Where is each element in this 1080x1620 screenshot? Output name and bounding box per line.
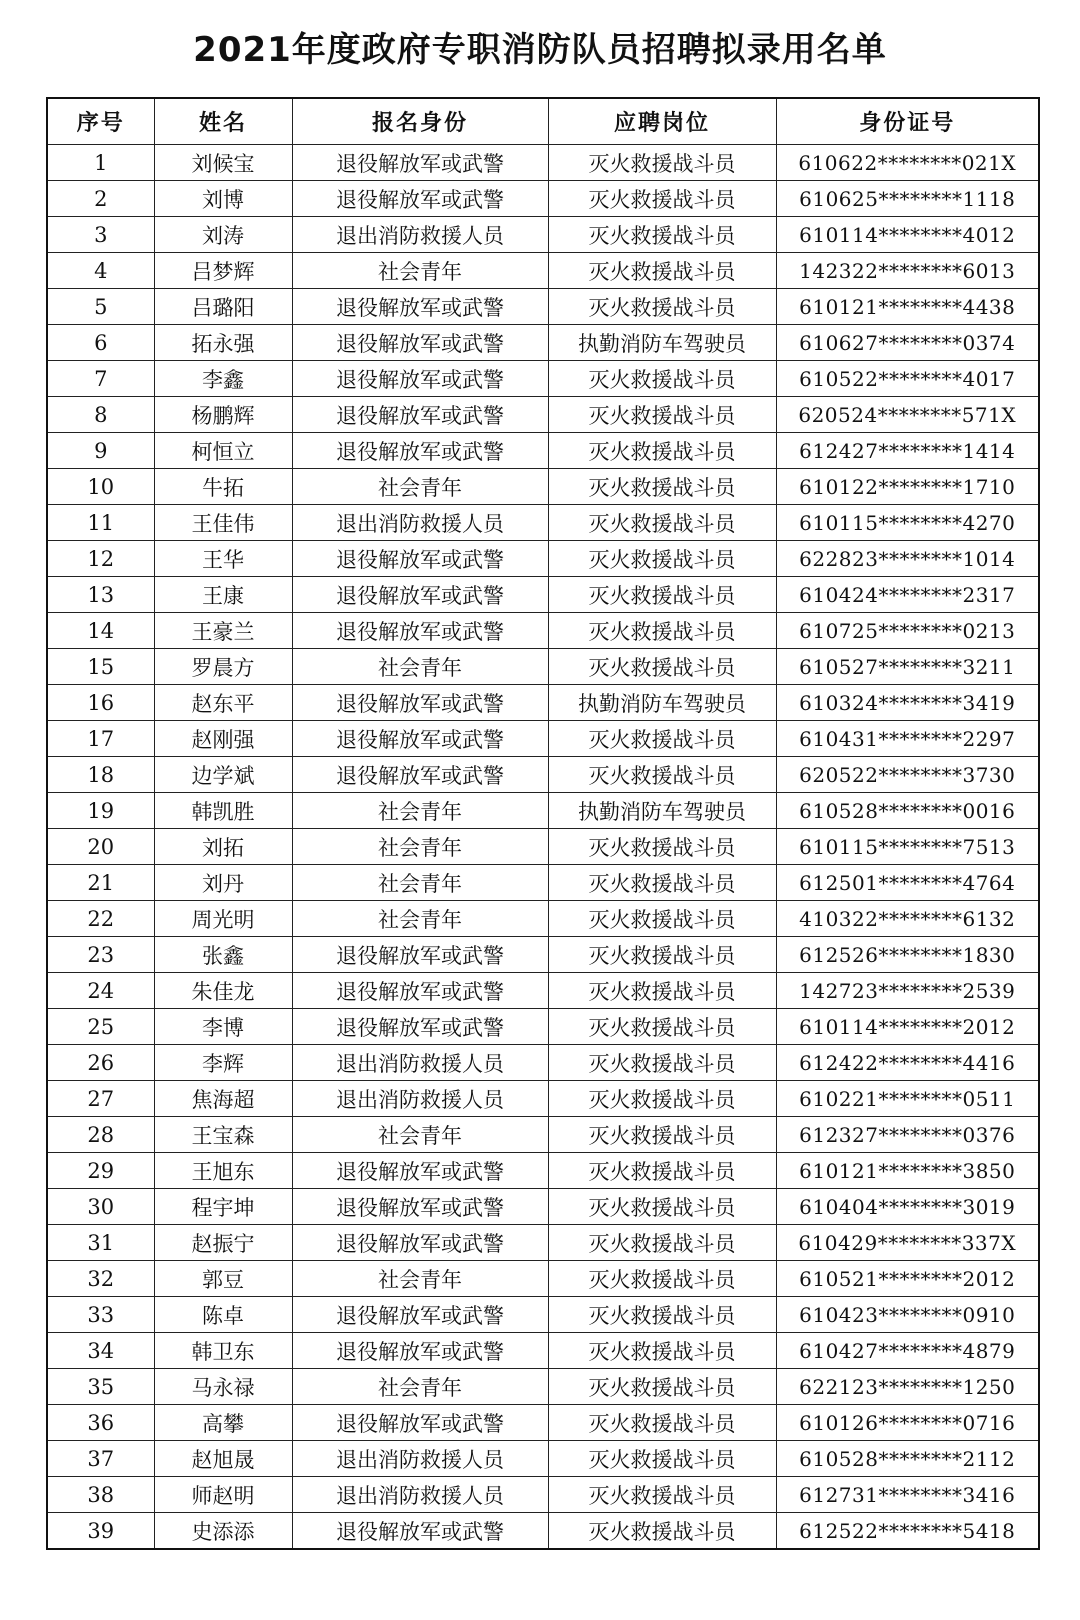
cell-id-number: 610522********4017: [776, 361, 1039, 397]
table-row: [47, 397, 1039, 433]
cell-name: 李鑫: [154, 361, 292, 397]
cell-name: 韩卫东: [154, 1333, 292, 1369]
cell-applicant-identity: 退役解放军或武警: [292, 361, 548, 397]
cell-name: 周光明: [154, 901, 292, 937]
cell-name: 王宝森: [154, 1117, 292, 1153]
cell-serial-number: 34: [47, 1333, 154, 1369]
cell-serial-number: 22: [47, 901, 154, 937]
cell-name: 吕璐阳: [154, 289, 292, 325]
cell-applicant-identity: 退役解放军或武警: [292, 1333, 548, 1369]
cell-name: 张鑫: [154, 937, 292, 973]
cell-position: 灭火救援战斗员: [548, 289, 776, 325]
cell-id-number: 622123********1250: [776, 1369, 1039, 1405]
cell-applicant-identity: 退役解放军或武警: [292, 757, 548, 793]
cell-applicant-identity: 退役解放军或武警: [292, 1225, 548, 1261]
cell-serial-number: 38: [47, 1477, 154, 1513]
cell-id-number: 610528********2112: [776, 1441, 1039, 1477]
cell-serial-number: 20: [47, 829, 154, 865]
cell-position: 灭火救援战斗员: [548, 721, 776, 757]
cell-position: 灭火救援战斗员: [548, 1513, 776, 1550]
table-row: [47, 865, 1039, 901]
cell-id-number: 612501********4764: [776, 865, 1039, 901]
cell-applicant-identity: 退出消防救援人员: [292, 1477, 548, 1513]
cell-id-number: 612522********5418: [776, 1513, 1039, 1550]
cell-applicant-identity: 退役解放军或武警: [292, 973, 548, 1009]
cell-serial-number: 26: [47, 1045, 154, 1081]
cell-serial-number: 15: [47, 649, 154, 685]
cell-position: 灭火救援战斗员: [548, 1441, 776, 1477]
cell-position: 执勤消防车驾驶员: [548, 793, 776, 829]
cell-name: 杨鹏辉: [154, 397, 292, 433]
cell-applicant-identity: 退役解放军或武警: [292, 1153, 548, 1189]
table-row: [47, 1261, 1039, 1297]
cell-position: 执勤消防车驾驶员: [548, 685, 776, 721]
cell-name: 郭豆: [154, 1261, 292, 1297]
cell-id-number: 610427********4879: [776, 1333, 1039, 1369]
cell-applicant-identity: 退役解放军或武警: [292, 325, 548, 361]
cell-serial-number: 1: [47, 145, 154, 181]
cell-name: 刘涛: [154, 217, 292, 253]
table-row: [47, 721, 1039, 757]
cell-serial-number: 25: [47, 1009, 154, 1045]
cell-name: 罗晨方: [154, 649, 292, 685]
cell-id-number: 610423********0910: [776, 1297, 1039, 1333]
cell-serial-number: 31: [47, 1225, 154, 1261]
table-row: [47, 757, 1039, 793]
table-row: [47, 1369, 1039, 1405]
cell-applicant-identity: 退役解放军或武警: [292, 685, 548, 721]
cell-name: 程宇坤: [154, 1189, 292, 1225]
cell-position: 灭火救援战斗员: [548, 253, 776, 289]
cell-name: 王华: [154, 541, 292, 577]
table-row: [47, 541, 1039, 577]
cell-id-number: 610221********0511: [776, 1081, 1039, 1117]
table-body: [47, 145, 1039, 1550]
cell-serial-number: 13: [47, 577, 154, 613]
cell-serial-number: 28: [47, 1117, 154, 1153]
cell-position: 灭火救援战斗员: [548, 1405, 776, 1441]
cell-applicant-identity: 退役解放军或武警: [292, 541, 548, 577]
cell-applicant-identity: 退役解放军或武警: [292, 145, 548, 181]
cell-serial-number: 32: [47, 1261, 154, 1297]
cell-position: 灭火救援战斗员: [548, 1261, 776, 1297]
cell-serial-number: 35: [47, 1369, 154, 1405]
cell-name: 马永禄: [154, 1369, 292, 1405]
table-row: [47, 505, 1039, 541]
cell-applicant-identity: 退役解放军或武警: [292, 937, 548, 973]
cell-serial-number: 18: [47, 757, 154, 793]
cell-serial-number: 10: [47, 469, 154, 505]
cell-position: 灭火救援战斗员: [548, 505, 776, 541]
cell-applicant-identity: 退役解放军或武警: [292, 181, 548, 217]
cell-position: 灭火救援战斗员: [548, 181, 776, 217]
cell-applicant-identity: 退役解放军或武警: [292, 397, 548, 433]
header-id-number: 身份证号: [776, 98, 1039, 145]
cell-name: 赵东平: [154, 685, 292, 721]
cell-id-number: 142723********2539: [776, 973, 1039, 1009]
cell-serial-number: 5: [47, 289, 154, 325]
cell-serial-number: 19: [47, 793, 154, 829]
cell-id-number: 610324********3419: [776, 685, 1039, 721]
cell-name: 韩凯胜: [154, 793, 292, 829]
table-row: [47, 1009, 1039, 1045]
cell-name: 刘候宝: [154, 145, 292, 181]
header-serial-number: 序号: [47, 98, 154, 145]
cell-position: 灭火救援战斗员: [548, 1297, 776, 1333]
cell-applicant-identity: 退役解放军或武警: [292, 433, 548, 469]
cell-position: 灭火救援战斗员: [548, 1477, 776, 1513]
cell-serial-number: 9: [47, 433, 154, 469]
table-row: [47, 361, 1039, 397]
cell-id-number: 142322********6013: [776, 253, 1039, 289]
cell-id-number: 610424********2317: [776, 577, 1039, 613]
cell-serial-number: 11: [47, 505, 154, 541]
cell-name: 焦海超: [154, 1081, 292, 1117]
cell-serial-number: 30: [47, 1189, 154, 1225]
cell-id-number: 610521********2012: [776, 1261, 1039, 1297]
cell-id-number: 610429********337X: [776, 1225, 1039, 1261]
cell-applicant-identity: 退役解放军或武警: [292, 721, 548, 757]
cell-serial-number: 21: [47, 865, 154, 901]
cell-id-number: 620522********3730: [776, 757, 1039, 793]
cell-id-number: 610404********3019: [776, 1189, 1039, 1225]
cell-position: 灭火救援战斗员: [548, 469, 776, 505]
table-row: [47, 685, 1039, 721]
header-position: 应聘岗位: [548, 98, 776, 145]
cell-id-number: 612427********1414: [776, 433, 1039, 469]
table-row: [47, 1477, 1039, 1513]
cell-position: 灭火救援战斗员: [548, 217, 776, 253]
cell-applicant-identity: 退出消防救援人员: [292, 217, 548, 253]
table-row: [47, 613, 1039, 649]
table-row: [47, 1225, 1039, 1261]
cell-name: 柯恒立: [154, 433, 292, 469]
table-row: [47, 289, 1039, 325]
cell-serial-number: 36: [47, 1405, 154, 1441]
table-row: [47, 1513, 1039, 1550]
cell-serial-number: 3: [47, 217, 154, 253]
cell-id-number: 610121********4438: [776, 289, 1039, 325]
cell-serial-number: 37: [47, 1441, 154, 1477]
cell-name: 牛拓: [154, 469, 292, 505]
cell-position: 灭火救援战斗员: [548, 145, 776, 181]
cell-applicant-identity: 退役解放军或武警: [292, 289, 548, 325]
cell-applicant-identity: 社会青年: [292, 469, 548, 505]
cell-id-number: 610627********0374: [776, 325, 1039, 361]
cell-id-number: 612327********0376: [776, 1117, 1039, 1153]
cell-applicant-identity: 社会青年: [292, 1117, 548, 1153]
cell-applicant-identity: 退役解放军或武警: [292, 577, 548, 613]
cell-position: 灭火救援战斗员: [548, 901, 776, 937]
cell-applicant-identity: 社会青年: [292, 649, 548, 685]
cell-name: 师赵明: [154, 1477, 292, 1513]
cell-position: 灭火救援战斗员: [548, 613, 776, 649]
table-row: [47, 1153, 1039, 1189]
cell-applicant-identity: 社会青年: [292, 1369, 548, 1405]
cell-position: 灭火救援战斗员: [548, 649, 776, 685]
cell-id-number: 620524********571X: [776, 397, 1039, 433]
cell-position: 灭火救援战斗员: [548, 1369, 776, 1405]
cell-position: 灭火救援战斗员: [548, 1333, 776, 1369]
cell-name: 吕梦辉: [154, 253, 292, 289]
header-name: 姓名: [154, 98, 292, 145]
cell-serial-number: 14: [47, 613, 154, 649]
cell-applicant-identity: 退出消防救援人员: [292, 1441, 548, 1477]
cell-position: 灭火救援战斗员: [548, 397, 776, 433]
cell-name: 边学斌: [154, 757, 292, 793]
cell-name: 拓永强: [154, 325, 292, 361]
cell-applicant-identity: 退出消防救援人员: [292, 1081, 548, 1117]
cell-serial-number: 16: [47, 685, 154, 721]
table-row: [47, 469, 1039, 505]
cell-name: 刘拓: [154, 829, 292, 865]
cell-position: 灭火救援战斗员: [548, 1117, 776, 1153]
table-row: [47, 253, 1039, 289]
cell-applicant-identity: 退役解放军或武警: [292, 1009, 548, 1045]
table-row: [47, 1117, 1039, 1153]
cell-name: 赵刚强: [154, 721, 292, 757]
cell-id-number: 612731********3416: [776, 1477, 1039, 1513]
cell-serial-number: 4: [47, 253, 154, 289]
cell-id-number: 410322********6132: [776, 901, 1039, 937]
cell-serial-number: 39: [47, 1513, 154, 1550]
cell-position: 灭火救援战斗员: [548, 1225, 776, 1261]
cell-name: 李辉: [154, 1045, 292, 1081]
table-row: [47, 1189, 1039, 1225]
cell-id-number: 610725********0213: [776, 613, 1039, 649]
table-row: [47, 181, 1039, 217]
table-row: [47, 901, 1039, 937]
cell-position: 灭火救援战斗员: [548, 1189, 776, 1225]
cell-serial-number: 2: [47, 181, 154, 217]
cell-name: 王豪兰: [154, 613, 292, 649]
cell-position: 灭火救援战斗员: [548, 1009, 776, 1045]
cell-name: 王康: [154, 577, 292, 613]
cell-serial-number: 7: [47, 361, 154, 397]
table-row: [47, 145, 1039, 181]
cell-position: 灭火救援战斗员: [548, 577, 776, 613]
cell-id-number: 622823********1014: [776, 541, 1039, 577]
cell-id-number: 610527********3211: [776, 649, 1039, 685]
cell-applicant-identity: 社会青年: [292, 865, 548, 901]
table-row: [47, 217, 1039, 253]
cell-serial-number: 17: [47, 721, 154, 757]
cell-position: 灭火救援战斗员: [548, 973, 776, 1009]
cell-position: 灭火救援战斗员: [548, 433, 776, 469]
cell-serial-number: 24: [47, 973, 154, 1009]
table-row: [47, 973, 1039, 1009]
cell-applicant-identity: 退出消防救援人员: [292, 505, 548, 541]
cell-name: 李博: [154, 1009, 292, 1045]
cell-serial-number: 12: [47, 541, 154, 577]
cell-position: 灭火救援战斗员: [548, 1081, 776, 1117]
cell-name: 史添添: [154, 1513, 292, 1550]
table-row: [47, 1081, 1039, 1117]
cell-id-number: 612422********4416: [776, 1045, 1039, 1081]
cell-serial-number: 8: [47, 397, 154, 433]
cell-applicant-identity: 退役解放军或武警: [292, 1405, 548, 1441]
cell-id-number: 612526********1830: [776, 937, 1039, 973]
cell-name: 赵振宁: [154, 1225, 292, 1261]
table-header-row: [47, 98, 1039, 145]
cell-serial-number: 23: [47, 937, 154, 973]
cell-applicant-identity: 退役解放军或武警: [292, 613, 548, 649]
cell-serial-number: 29: [47, 1153, 154, 1189]
table-row: [47, 1405, 1039, 1441]
table-row: [47, 1333, 1039, 1369]
cell-position: 灭火救援战斗员: [548, 757, 776, 793]
cell-id-number: 610528********0016: [776, 793, 1039, 829]
cell-applicant-identity: 社会青年: [292, 253, 548, 289]
cell-name: 王佳伟: [154, 505, 292, 541]
cell-position: 灭火救援战斗员: [548, 829, 776, 865]
cell-id-number: 610625********1118: [776, 181, 1039, 217]
cell-name: 刘博: [154, 181, 292, 217]
cell-serial-number: 6: [47, 325, 154, 361]
cell-name: 陈卓: [154, 1297, 292, 1333]
cell-name: 刘丹: [154, 865, 292, 901]
cell-id-number: 610114********4012: [776, 217, 1039, 253]
cell-id-number: 610115********7513: [776, 829, 1039, 865]
hiring-list-table: [46, 97, 1040, 1550]
cell-applicant-identity: 社会青年: [292, 793, 548, 829]
cell-name: 高攀: [154, 1405, 292, 1441]
cell-applicant-identity: 社会青年: [292, 829, 548, 865]
table-row: [47, 325, 1039, 361]
table-row: [47, 433, 1039, 469]
cell-name: 王旭东: [154, 1153, 292, 1189]
table-row: [47, 829, 1039, 865]
cell-id-number: 610431********2297: [776, 721, 1039, 757]
table-row: [47, 1045, 1039, 1081]
cell-id-number: 610121********3850: [776, 1153, 1039, 1189]
cell-applicant-identity: 退出消防救援人员: [292, 1045, 548, 1081]
table-row: [47, 1297, 1039, 1333]
cell-position: 灭火救援战斗员: [548, 1153, 776, 1189]
cell-name: 赵旭晟: [154, 1441, 292, 1477]
cell-serial-number: 33: [47, 1297, 154, 1333]
table-row: [47, 793, 1039, 829]
table-row: [47, 1441, 1039, 1477]
table-row: [47, 937, 1039, 973]
cell-applicant-identity: 退役解放军或武警: [292, 1189, 548, 1225]
cell-applicant-identity: 社会青年: [292, 901, 548, 937]
cell-id-number: 610122********1710: [776, 469, 1039, 505]
cell-id-number: 610114********2012: [776, 1009, 1039, 1045]
cell-id-number: 610622********021X: [776, 145, 1039, 181]
cell-serial-number: 27: [47, 1081, 154, 1117]
cell-position: 灭火救援战斗员: [548, 1045, 776, 1081]
document-title: 2021年度政府专职消防队员招聘拟录用名单: [193, 30, 887, 70]
cell-applicant-identity: 退役解放军或武警: [292, 1513, 548, 1550]
cell-position: 灭火救援战斗员: [548, 541, 776, 577]
cell-applicant-identity: 退役解放军或武警: [292, 1297, 548, 1333]
cell-applicant-identity: 社会青年: [292, 1261, 548, 1297]
cell-position: 灭火救援战斗员: [548, 865, 776, 901]
header-applicant-identity: 报名身份: [292, 98, 548, 145]
cell-id-number: 610115********4270: [776, 505, 1039, 541]
cell-position: 灭火救援战斗员: [548, 937, 776, 973]
table-row: [47, 649, 1039, 685]
cell-name: 朱佳龙: [154, 973, 292, 1009]
cell-position: 灭火救援战斗员: [548, 361, 776, 397]
cell-id-number: 610126********0716: [776, 1405, 1039, 1441]
cell-position: 执勤消防车驾驶员: [548, 325, 776, 361]
table-row: [47, 577, 1039, 613]
